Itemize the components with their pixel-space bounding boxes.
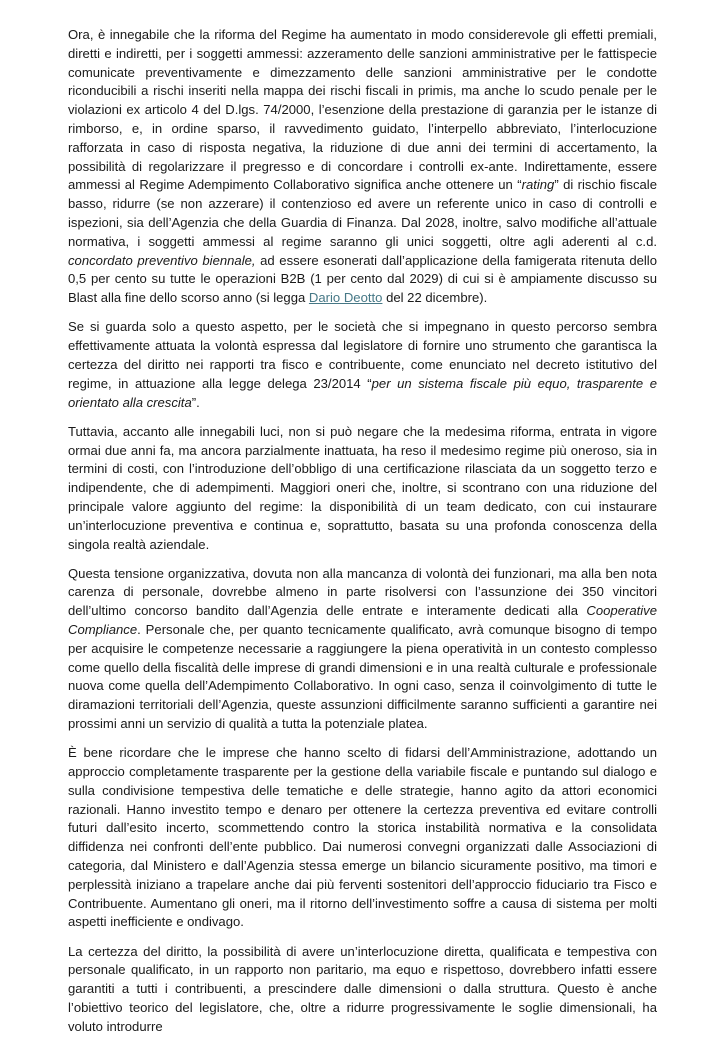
text-segment: ” di rischio fiscale basso, ridurre (se non azzerare) il contenzioso ed avere un referente unico in caso di controlli e ispezioni, sia dell’Agenzia che della Guardia di Finanza. Dal 2028, inoltre, salvo modifiche all’attuale normativa, i soggetti ammessi al regime saranno gli unici soggetti, oltre agli aderenti al c.d. (68, 177, 657, 249)
paragraph-4 (68, 565, 657, 734)
paragraph-3 (68, 423, 657, 555)
text-segment: È bene ricordare che le imprese che hanno scelto di fidarsi dell’Amministrazione, adottando un approccio completamente trasparente per la gestione della variabile fiscale e puntando sul dialogo e sulla condivisione tempestiva delle tematiche e delle strategie, hanno agito da attori economici razionali. Hanno investito tempo e denaro per ottenere la certezza preventiva ed evitare controlli futuri dall’esito incerto, scommettendo contro la storica instabilità normativa e la consolidata diffidenza nei confronti dell’ente pubblico. Dai numerosi convegni organizzati dalle Associazioni di categoria, dal Ministero e dall’Agenzia stessa emerge un bilancio sicuramente positivo, ma timori e perplessità iniziano a trapelare anche dai più ferventi sostenitori dell’approccio fiduciario tra Fisco e Contribuente. Aumentano gli oneri, ma il ritorno dell’investimento soffre a causa di sistema per molti aspetti inefficiente e ondivago. (68, 745, 657, 930)
paragraph-6 (68, 943, 657, 1037)
document-page (68, 26, 657, 1047)
paragraph-2 (68, 318, 657, 412)
text-segment: Questa tensione organizzativa, dovuta non alla mancanza di volontà dei funzionari, ma alla ben nota carenza di personale, dovrebbe almeno in parte risolversi con l’assunzione dei 350 vincitori dell’ultimo concorso bandito dall’Agenzia delle entrate e interamente dedicati alla (68, 565, 657, 619)
italic-text: concordato preventivo biennale, (68, 252, 256, 268)
paragraph-5 (68, 744, 657, 932)
text-segment: ad essere esonerati dall’applicazione della famigerata ritenuta dello 0,5 per cento su tutte le operazioni B2B (1 per cento dal 2029) di cui si è ampiamente discusso su Blast alla fine dello scorso anno (si legga (68, 252, 657, 306)
text-segment: Se si guarda solo a questo aspetto, per le società che si impegnano in questo percorso sembra effettivamente attuata la volontà espressa dal legislatore di fornire uno strumento che garantisca la certezza del diritto nei rapporti tra fisco e contribuente, come enunciato nel decreto istitutivo del regime, in attuazione alla legge delega 23/2014 “ (68, 319, 657, 391)
italic-quote: per un sistema fiscale più equo, trasparente e orientato alla crescita (68, 375, 658, 410)
text-segment: Tuttavia, accanto alle innegabili luci, non si può negare che la medesima riforma, entrata in vigore ormai due anni fa, ma ancora parzialmente inattuata, ha reso il medesimo regime più oneroso, sia in termini di costi, con l’introduzione dell’obbligo di una certificazione rilasciata da un soggetto terzo e indipendente, che di adempimenti. Maggiori oneri che, inoltre, si scontrano con una riduzione del principale valore aggiunto del regime: la disponibilità di un team dedicato, con cui instaurare un’interlocuzione preventiva e continua e, soprattutto, basata su una profonda conoscenza della singola realtà aziendale. (68, 423, 657, 552)
text-segment: La certezza del diritto, la possibilità di avere un’interlocuzione diretta, qualificata e tempestiva con personale qualificato, in un rapporto non paritario, ma equo e rispettoso, dovrebbero infatti essere garantiti a tutti i contribuenti, a prescindere dalle dimensioni o dalla struttura. Questo è anche l’obiettivo teorico del legislatore, che, oltre a ridurre progressivamente le soglie dimensionali, ha voluto introdurre (68, 943, 657, 1034)
paragraph-1 (68, 26, 657, 308)
text-segment: . Personale che, per quanto tecnicamente qualificato, avrà comunque bisogno di tempo per acquisire le competenze necessarie a raggiungere la piena operatività in un contesto complesso come quello della fiscalità delle imprese di grandi dimensioni e in una realtà culturale e professionale nuova come quella dell’Adempimento Collaborativo. In ogni caso, senza il coinvolgimento di tutte le diramazioni territoriali dell’Agenzia, queste assunzioni difficilmente saranno sufficienti a garantire nei prossimi anni un servizio di qualità a tutta la potenziale platea. (68, 622, 657, 732)
text-segment: del 22 dicembre). (382, 290, 488, 306)
italic-text: rating (521, 177, 555, 193)
author-link-dario-deotto[interactable]: Dario Deotto (308, 290, 383, 306)
text-segment: Ora, è innegabile che la riforma del Regime ha aumentato in modo considerevole gli effetti premiali, diretti e indiretti, per i soggetti ammessi: azzeramento delle sanzioni amministrative per le fattispecie comunicate preventivamente e dimezzamento delle sanzioni amministrative per le condotte riconducibili a rischi inseriti nella mappa dei rischi fiscali in primis, ma anche lo scudo penale per le violazioni ex articolo 4 del D.lgs. 74/2000, l’esenzione della prestazione di garanzia per le istanze di rimborso, e, in ordine sparso, il ravvedimento guidato, l’interpello abbreviato, l’interlocuzione rafforzata in caso di risposta negativa, la riduzione di due anni dei termini di accertamento, la possibilità di regolarizzare il pregresso e di concordare i controlli ex-ante. Indirettamente, essere ammessi al Regime Adempimento Collaborativo significa anche ottenere un “ (68, 27, 657, 193)
text-segment: ”. (191, 394, 200, 410)
italic-text: Cooperative Compliance (68, 603, 657, 638)
